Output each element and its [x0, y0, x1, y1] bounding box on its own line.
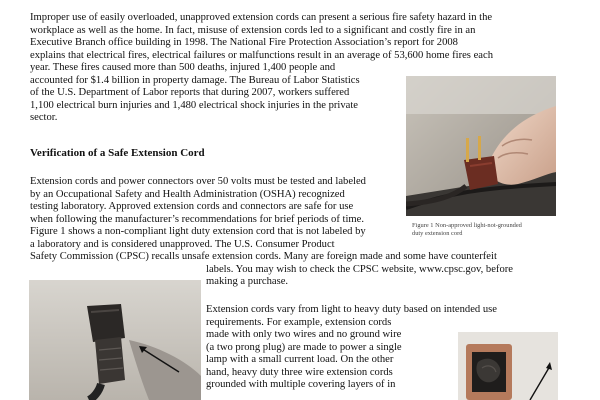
text-line: sector. [30, 112, 58, 123]
text-line: by an Occupational Safety and Health Administration (OSHA) recognized [30, 188, 345, 200]
text-line: explains that electrical fires, electrical failures or malfunctions result in an average of 53,600 home fires each [30, 49, 493, 61]
text-line: Extension cords vary from light to heavy duty based on intended use [206, 304, 497, 315]
text-line: (a two prong plug) are made to power a single [206, 341, 402, 353]
text-line: year. These fires caused more than 500 deaths, injured 1,400 people and [30, 62, 336, 73]
plug-closeup-photo [29, 280, 201, 400]
text-line: Extension cords and power connectors over 50 volts must be tested and labeled [30, 176, 366, 187]
figure1-caption: duty extension cord [412, 230, 463, 237]
text-line: grounded with multiple covering layers of in [206, 379, 396, 390]
text-line: testing laboratory. Approved extension cords and connectors are safe for use [30, 201, 354, 212]
text-line: a laboratory and is considered unapproved. The U.S. Consumer Product [30, 238, 335, 250]
text-line: requirements. For example, extension cords [206, 316, 392, 328]
section-heading: Verification of a Safe Extension Cord [30, 147, 205, 159]
text-line: Improper use of easily overloaded, unapproved extension cords can present a serious fire safety hazard in the [30, 12, 493, 23]
text-line: making a purchase. [206, 276, 289, 287]
text-line: of the U.S. Department of Labor reports that during 2007, workers suffered [30, 87, 350, 98]
text-line: workplace as well as the home. In fact, misuse of extension cords led to a significant and costly fire in an [30, 24, 476, 36]
text-line: 1,100 electrical burn injuries and 1,480 electrical shock injuries in the private [30, 99, 359, 111]
text-line: accounted for $1.4 billion in property damage. The Bureau of Labor Statistics [30, 74, 360, 86]
text-line: made with only two wires and no ground wire [206, 329, 402, 340]
text-line: labels. You may wish to check the CPSC website, www.cpsc.gov, before [206, 263, 513, 275]
cord-photo [458, 332, 558, 400]
text-line: Figure 1 shows a non-compliant light duty extension cord that is not labeled by [30, 226, 366, 237]
text-line: lamp with a small current load. On the other [206, 354, 394, 365]
text-line: when following the manufacturer’s recommendations for brief periods of time. [30, 213, 364, 225]
text-line: Executive Branch office building in 1998. The National Fire Protection Association’s report for 2008 [30, 37, 458, 48]
figure1-photo [406, 76, 556, 216]
text-line: Safety Commission (CPSC) recalls unsafe extension cords. Many are foreign made and some have counterfeit [30, 251, 497, 262]
text-line: hand, heavy duty three wire extension cords [206, 366, 393, 378]
figure1-caption: Figure 1 Non-approved light-not-grounded [412, 222, 522, 229]
